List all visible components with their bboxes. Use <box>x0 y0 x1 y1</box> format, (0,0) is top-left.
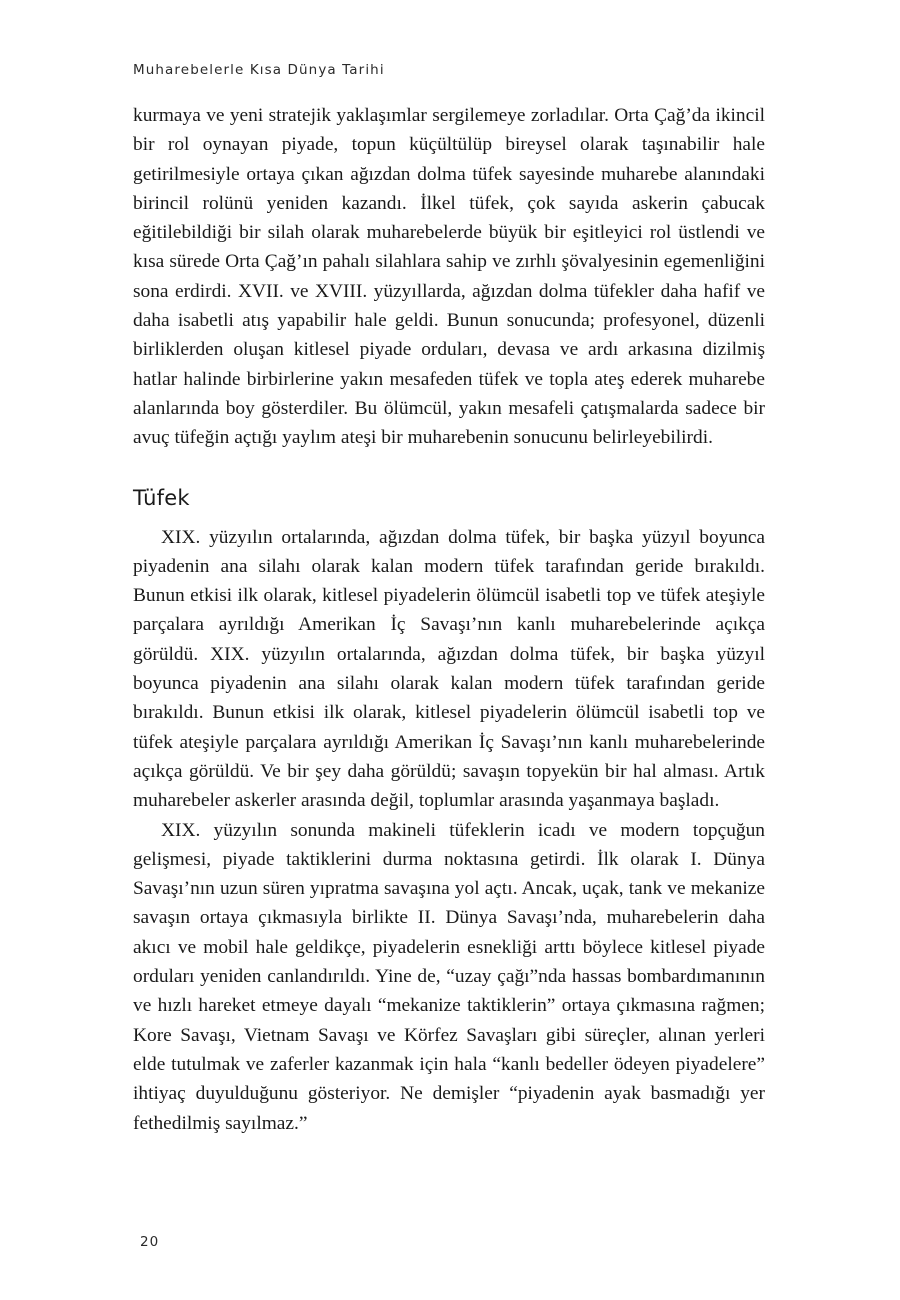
paragraph-continuation: kurmaya ve yeni stratejik yaklaşımlar sergilemeye zorladılar. Orta Çağ’da ikincil bir rol oynayan piyade, topun küçültülüp bireysel olarak taşınabilir hale getirilmesiyle ortaya çıkan ağızdan dolma tüfek sayesinde muharebe alanındaki birincil rolünü yeniden kazandı. İlkel tüfek, çok sayıda askerin çabucak eğitilebildiği bir silah olarak muharebelerde büyük bir eşitleyici rol üstlendi ve kısa sürede Orta Çağ’ın pahalı silahlara sahip ve zırhlı şövalyesinin egemenliğini sona erdirdi. XVII. ve XVIII. yüzyıllarda, ağızdan dolma tüfekler daha hafif ve daha isabetli atış yapabilir hale geldi. Bunun sonucunda; profesyonel, düzenli birliklerden oluşan kitlesel piyade orduları, devasa ve ardı arkasına dizilmiş hatlar halinde birbirlerine yakın mesafeden tüfek ve topla ateş ederek muharebe alanlarında boy gösterdiler. Bu ölümcül, yakın mesafeli çatışmalarda sadece bir avuç tüfeğin açtığı yaylım ateşi bir muharebenin sonucunu belirleyebilirdi. <box>133 105 765 449</box>
page-number: 20 <box>140 1234 160 1250</box>
section-heading: Tüfek <box>133 485 190 510</box>
body-text <box>133 101 765 1138</box>
running-header: Muharebelerle Kısa Dünya Tarihi <box>133 62 385 78</box>
paragraph: XIX. yüzyılın sonunda makineli tüfeklerin icadı ve modern topçuğun gelişmesi, piyade taktiklerini durma noktasına getirdi. İlk olarak I. Dünya Savaşı’nın uzun süren yıpratma savaşına yol açtı. Ancak, uçak, tank ve mekanize savaşın ortaya çıkmasıyla birlikte II. Dünya Savaşı’nda, muharebelerin daha akıcı ve mobil hale geldikçe, piyadelerin esnekliği arttı böylece kitlesel piyade orduları yeniden canlandırıldı. Yine de, “uzay çağı”nda hassas bombardımanının ve hızlı hareket etmeye dayalı “mekanize taktiklerin” ortaya çıkmasına rağmen; Kore Savaşı, Vietnam Savaşı ve Körfez Savaşları gibi süreçler, alınan yerleri elde tutulmak ve zaferler kazanmak için hala “kanlı bedeller ödeyen piyadelere” ihtiyaç duyulduğunu gösteriyor. Ne demişler “piyadenin ayak basmadığı yer fethedilmiş sayılmaz.” <box>133 819 765 1134</box>
paragraph: XIX. yüzyılın ortalarında, ağızdan dolma tüfek, bir başka yüzyıl boyunca piyadenin ana silahı olarak kalan modern tüfek tarafından geride bırakıldı. Bunun etkisi ilk olarak, kitlesel piyadelerin ölümcül isabetli top ve tüfek ateşiyle parçalara ayrıldığı Amerikan İç Savaşı’nın kanlı muharebelerinde açıkça görüldü. XIX. yüzyılın ortalarında, ağızdan dolma tüfek, bir başka yüzyıl boyunca piyadenin ana silahı olarak kalan modern tüfek tarafından geride bırakıldı. Bunun etkisi ilk olarak, kitlesel piyadelerin ölümcül isabetli top ve tüfek ateşiyle parçalara ayrıldığı Amerikan İç Savaşı’nın kanlı muharebelerinde açıkça görüldü. Ve bir şey daha görüldü; savaşın topyekün bir hal alması. Artık muharebeler askerler arasında değil, toplumlar arasında yaşanmaya başladı. <box>133 526 765 812</box>
